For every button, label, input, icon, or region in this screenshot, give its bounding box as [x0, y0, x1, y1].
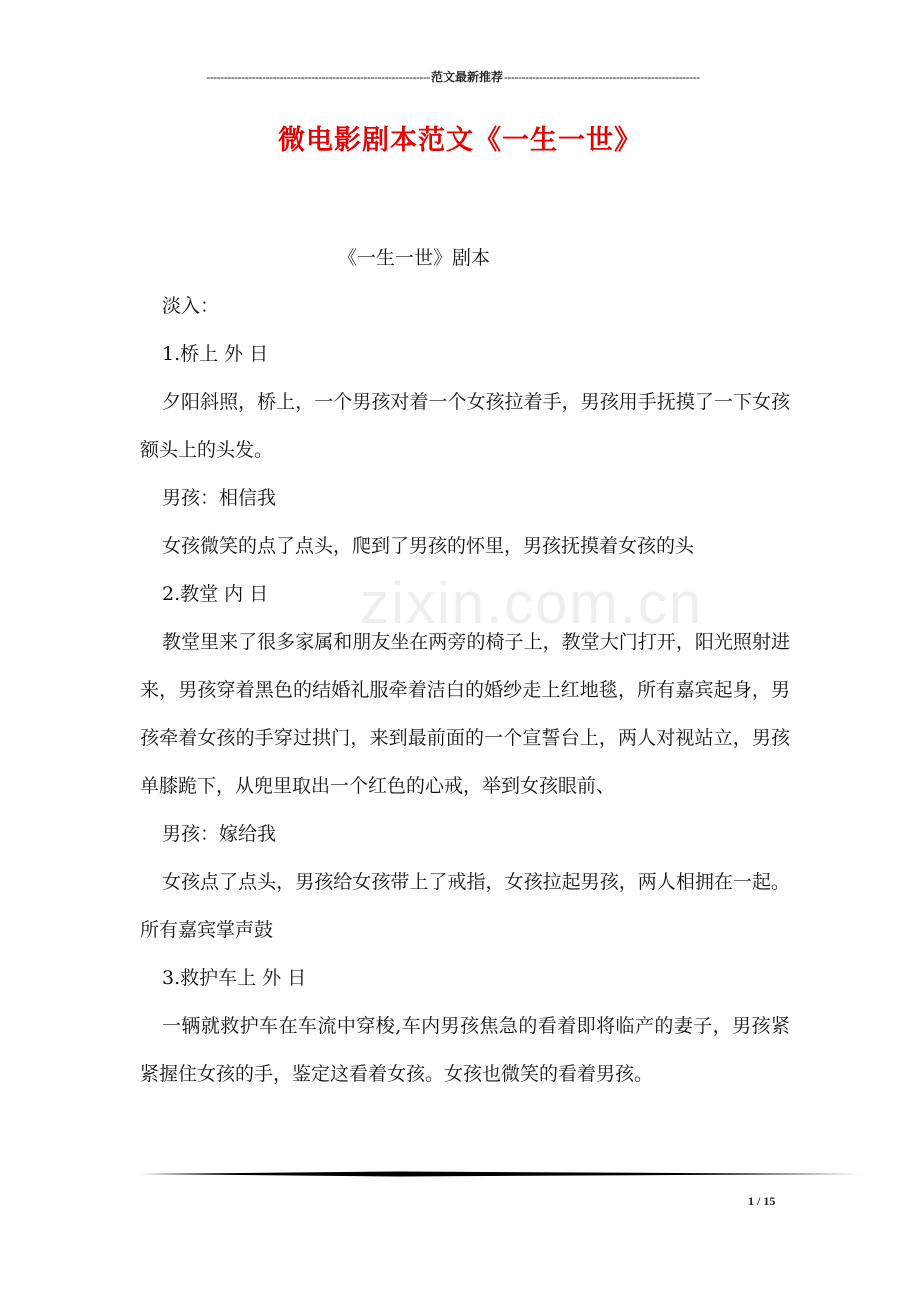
paragraph: 女孩点了点头，男孩给女孩带上了戒指，女孩拉起男孩，两人相拥在一起。所有嘉宾掌声鼓: [140, 871, 790, 941]
paragraph: 男孩：嫁给我: [162, 823, 277, 845]
header-right-dashes: --------------------------------------------------------: [503, 70, 700, 84]
header-label: 范文最新推荐: [430, 70, 503, 84]
document-title: 微电影剧本范文《一生一世》: [278, 125, 642, 156]
paragraph: 教堂里来了很多家属和朋友坐在两旁的椅子上，教堂大门打开，阳光照射进来，男孩穿着黑色的结婚礼服牵着洁白的婚纱走上红地毯，所有嘉宾起身，男孩牵着女孩的手穿过拱门，来到最前面的一个宣誓台上，两人对视站立，男孩单膝跪下，从兜里取出一个红色的心戒，举到女孩眼前、: [140, 631, 790, 797]
header-banner: [140, 68, 766, 85]
document-body: [140, 282, 790, 1098]
paragraph: 夕阳斜照，桥上，一个男孩对着一个女孩拉着手，男孩用手抚摸了一下女孩额头上的头发。: [140, 391, 790, 461]
paragraph: 3.救护车上 外 日: [162, 967, 307, 989]
paragraph: 一辆就救护车在车流中穿梭,车内男孩焦急的看着即将临产的妻子，男孩紧紧握住女孩的手，鉴定这看着女孩。女孩也微笑的看着男孩。: [140, 1015, 790, 1085]
paragraph: 淡入：: [162, 295, 220, 317]
footer-divider: [140, 1170, 862, 1178]
header-left-dashes: ----------------------------------------------------------------: [206, 70, 430, 84]
paragraph: 女孩微笑的点了点头，爬到了男孩的怀里，男孩抚摸着女孩的头: [162, 535, 695, 557]
watermark: zixin.com.cn: [360, 571, 704, 636]
document-subtitle: 《一生一世》剧本: [338, 247, 491, 269]
paragraph: 2.教堂 内 日: [162, 583, 269, 605]
paragraph: 1.桥上 外 日: [162, 343, 269, 365]
paragraph: 男孩：相信我: [162, 487, 277, 509]
page-number: 1 / 15: [748, 1194, 776, 1208]
